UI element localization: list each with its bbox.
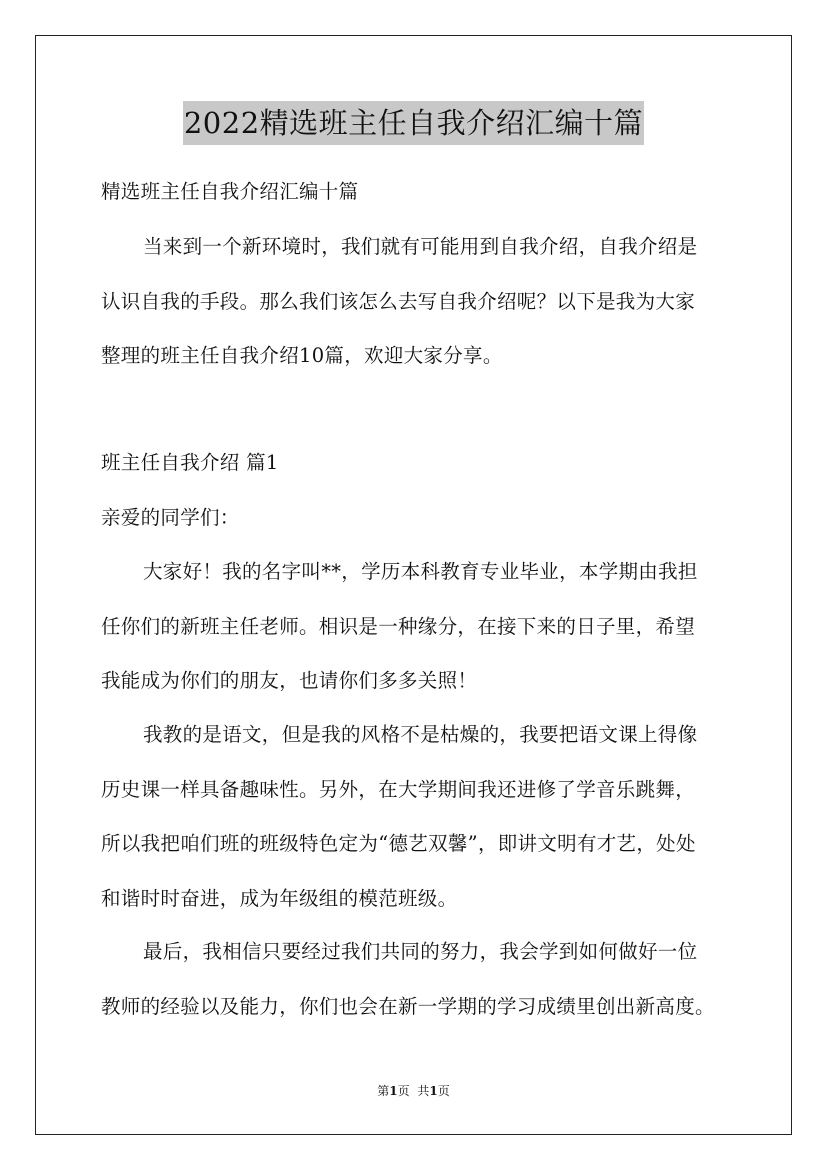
total-label: 共 [417,1084,430,1098]
intro-line: 认识自我的手段。那么我们该怎么去写自我介绍呢？以下是我为大家 [101,289,696,313]
paragraph-line: 最后，我相信只要经过我们共同的努力，我会学到如何做好一位 [143,940,698,963]
paragraph-3 [101,925,741,1034]
paragraph-line: 所以我把咱们班的班级特色定为“德艺双馨”，即讲文明有才艺，处处 [101,832,696,855]
document-title: 2022精选班主任自我介绍汇编十篇 [183,101,644,145]
document-subtitle-block [101,165,741,220]
paragraph-1 [101,545,741,709]
section-heading-block [101,436,741,545]
paragraph-line: 我能成为你们的朋友，也请你们多多关照！ [101,669,478,692]
intro-line: 当来到一个新环境时，我们就有可能用到自我介绍，自我介绍是 [143,235,698,258]
page-suffix: 页 [397,1084,410,1098]
title-container [0,101,827,145]
total-number: 1 [429,1084,438,1098]
total-suffix: 页 [437,1084,450,1098]
page-number: 1 [389,1084,398,1098]
intro-line: 整理的班主任自我介绍10篇，欢迎大家分享。 [101,344,503,367]
paragraph-line: 大家好！我的名字叫**，学历本科教育专业毕业，本学期由我担 [143,560,698,583]
paragraph-line: 任你们的新班主任老师。相识是一种缘分，在接下来的日子里，希望 [101,614,696,638]
document-subtitle: 精选班主任自我介绍汇编十篇 [101,180,359,203]
intro-paragraph [101,220,741,384]
paragraph-line: 我教的是语文，但是我的风格不是枯燥的，我要把语文课上得像 [143,723,698,746]
paragraph-2 [101,708,741,926]
salutation: 亲爱的同学们： [101,505,240,529]
page-footer [0,1082,827,1100]
paragraph-line: 历史课一样具备趣味性。另外，在大学期间我还进修了学音乐跳舞， [101,777,696,801]
paragraph-line: 和谐时时奋进，成为年级组的模范班级。 [101,886,458,910]
section-heading: 班主任自我介绍 篇1 [101,451,279,474]
page-label: 第 [377,1084,390,1098]
paragraph-line: 教师的经验以及能力，你们也会在新一学期的学习成绩里创出新高度。 [101,994,715,1018]
